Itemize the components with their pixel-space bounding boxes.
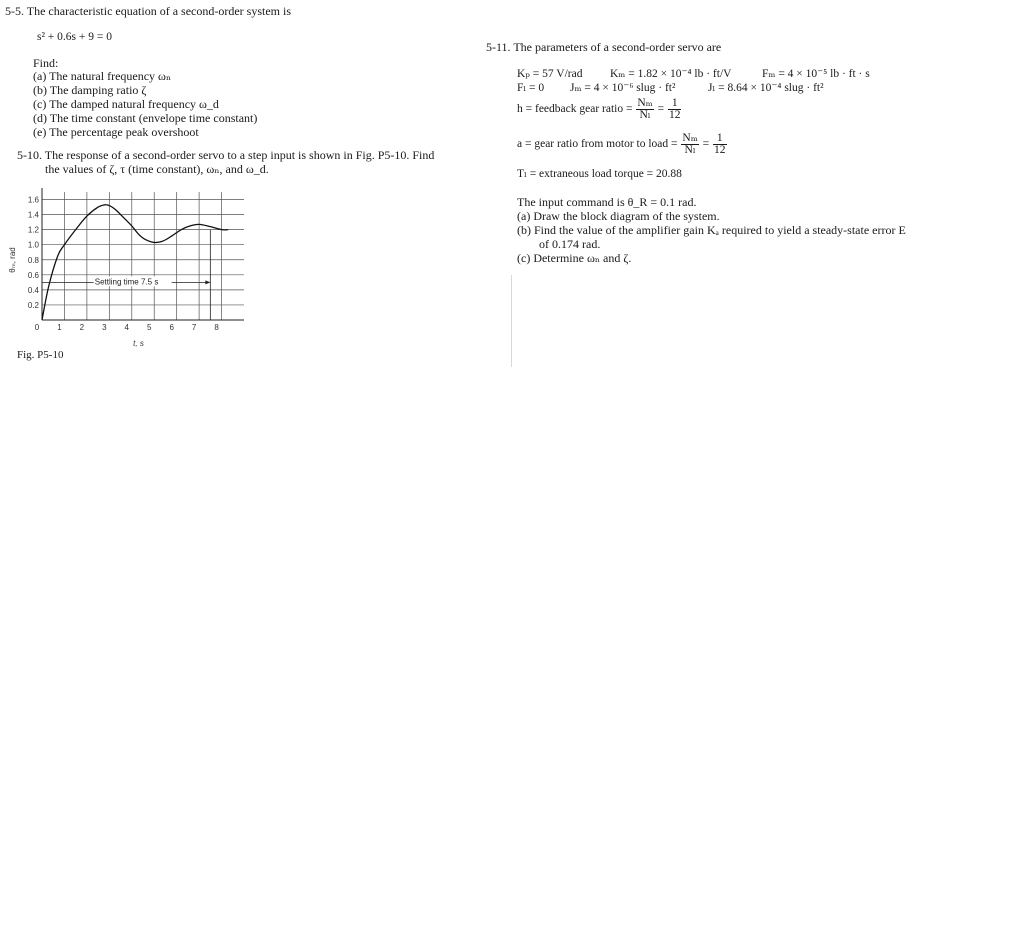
problem-5-10-line-2: the values of ζ, τ (time constant), ωₙ, and ω_d.	[45, 162, 269, 176]
find-label: Find:	[33, 56, 59, 70]
fraction-denominator: 12	[668, 109, 681, 121]
problem-5-5-item-b: (b) The damping ratio ζ	[33, 83, 147, 97]
characteristic-equation: s² + 0.6s + 9 = 0	[37, 31, 112, 43]
param-fl: Fₗ = 0	[517, 82, 545, 94]
motor-load-gear-ratio	[517, 133, 728, 156]
y-axis-label: θₘ, rad	[8, 247, 17, 273]
problem-5-11-item-b-cont: of 0.174 rad.	[539, 237, 601, 251]
x-tick-label: 7	[191, 323, 197, 332]
y-tick-label: 0.4	[27, 285, 39, 295]
figure-p5-10	[0, 180, 260, 350]
problem-5-5-header: 5-5. The characteristic equation of a second-order system is	[5, 4, 292, 18]
fraction-numerator: 1	[668, 98, 682, 110]
problem-5-11-item-a: (a) Draw the block diagram of the system.	[517, 209, 720, 223]
series	[42, 205, 228, 320]
x-tick-label: 6	[169, 323, 174, 332]
problem-5-5-item-d: (d) The time constant (envelope time constant)	[33, 111, 258, 125]
param-kp: Kₚ = 57 V/rad	[517, 68, 583, 80]
fraction-numerator: Nₘ	[682, 132, 698, 144]
x-tick-label: 3	[102, 323, 107, 332]
fraction-one-twelfth	[668, 98, 682, 121]
fraction-denominator: Nₗ	[639, 109, 651, 121]
x-tick-label: 8	[214, 323, 219, 332]
load-torque: Tₗ = extraneous load torque = 20.88	[517, 168, 682, 180]
figure-caption: Fig. P5-10	[17, 349, 64, 361]
problem-5-10-line-1: 5-10. The response of a second-order servo to a step input is shown in Fig. P5-10. Find	[17, 148, 435, 162]
series-line-0	[42, 205, 228, 320]
y-tick-label: 0.2	[27, 300, 39, 310]
param-jm: Jₘ = 4 × 10⁻⁶ slug · ft²	[570, 82, 676, 94]
problem-5-11-item-c: (c) Determine ωₙ and ζ.	[517, 251, 632, 265]
equals-sign: =	[702, 138, 710, 151]
axes	[42, 188, 244, 320]
fraction-numerator: Nₘ	[637, 97, 653, 109]
x-tick-label: 4	[124, 323, 130, 332]
fraction-nm-nl	[636, 98, 653, 121]
y-tick-label: 0.6	[27, 270, 39, 280]
problem-5-11-header: 5-11. The parameters of a second-order servo are	[486, 40, 722, 54]
y-tick-label: 0.8	[27, 255, 39, 265]
y-tick-label: 1.2	[27, 225, 39, 235]
fraction-denominator: Nₗ	[684, 144, 696, 156]
problem-5-5-item-a: (a) The natural frequency ωₙ	[33, 69, 172, 83]
gear-ratio-label: a = gear ratio from motor to load =	[517, 138, 678, 151]
scan-artifact-line	[511, 275, 512, 367]
x-tick-label: 2	[79, 323, 85, 332]
input-command: The input command is θ_R = 0.1 rad.	[517, 195, 697, 209]
problem-5-5-item-c: (c) The damped natural frequency ω_d	[33, 97, 219, 111]
settling-time-label: Settling time 7.5 s	[94, 277, 159, 287]
y-tick-label: 1.6	[27, 195, 39, 205]
x-tick-label: 5	[146, 323, 152, 332]
problem-5-5-item-e: (e) The percentage peak overshoot	[33, 125, 199, 139]
feedback-gear-ratio-label: h = feedback gear ratio =	[517, 103, 633, 116]
x-axis-label: t, s	[133, 339, 144, 348]
fraction-denominator: 12	[714, 144, 726, 156]
y-tick-label: 1.4	[27, 210, 39, 220]
fraction-one-twelfth	[713, 133, 727, 156]
feedback-gear-ratio	[517, 98, 682, 121]
fraction-nm-nl	[681, 133, 698, 156]
param-jl: Jₗ = 8.64 × 10⁻⁴ slug · ft²	[708, 82, 824, 94]
x-tick-label: 1	[57, 323, 62, 332]
param-fm: Fₘ = 4 × 10⁻⁵ lb · ft · s	[762, 68, 870, 80]
equals-sign: =	[657, 103, 665, 116]
grid	[42, 192, 244, 320]
y-tick-label: 1.0	[27, 240, 39, 250]
x-tick-label: 0	[34, 323, 40, 332]
fraction-numerator: 1	[713, 133, 727, 145]
tick-labels	[28, 196, 219, 332]
problem-5-11-item-b: (b) Find the value of the amplifier gain Kₐ required to yield a steady-state error E	[517, 223, 906, 237]
arrow-head-icon	[205, 280, 210, 284]
param-km: Kₘ = 1.82 × 10⁻⁴ lb · ft/V	[610, 68, 732, 80]
